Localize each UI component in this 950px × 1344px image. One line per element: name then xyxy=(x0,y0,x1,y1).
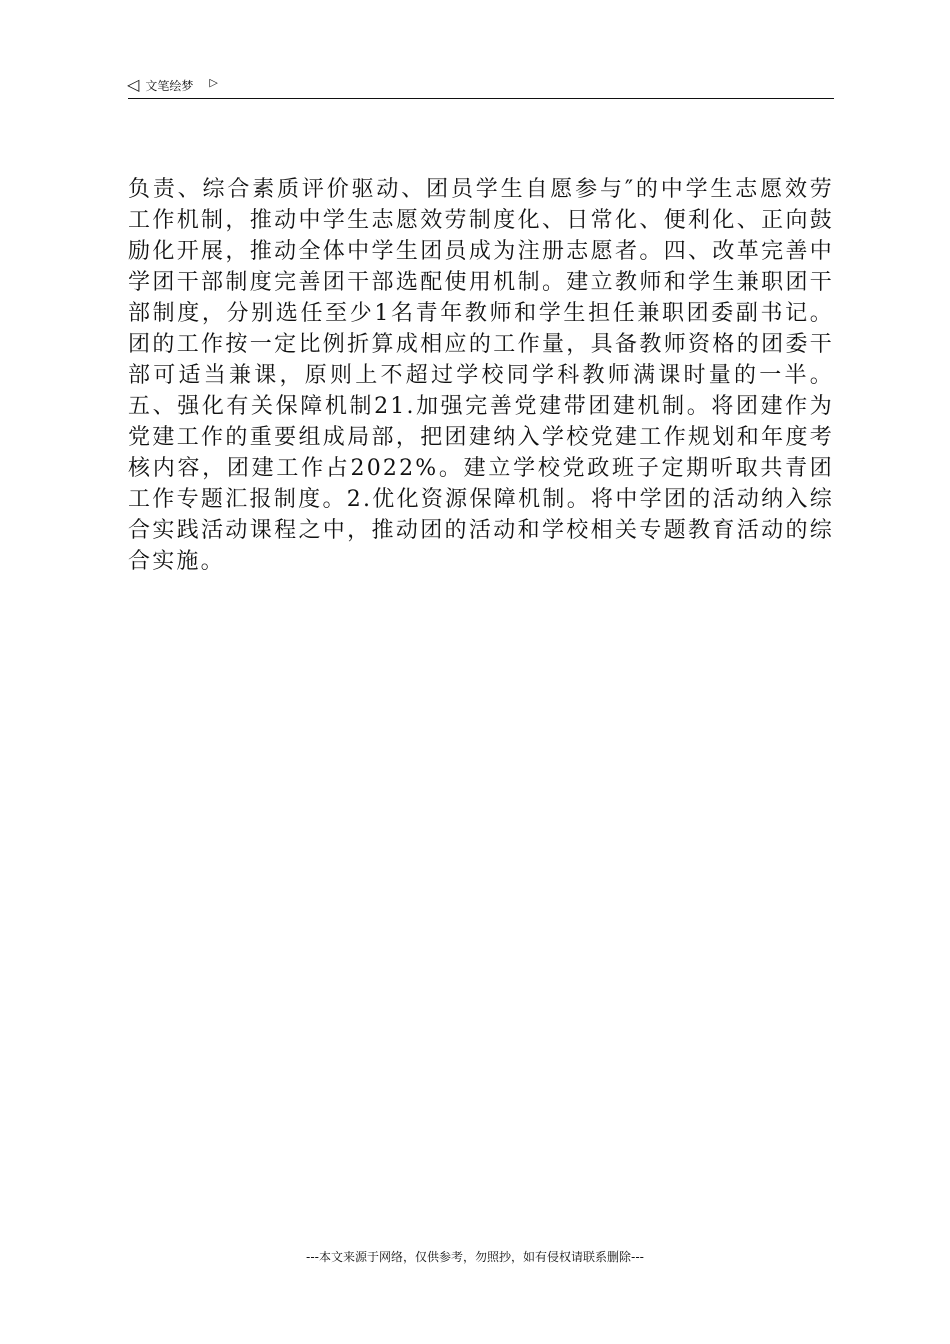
header-row xyxy=(128,74,834,96)
page-header xyxy=(128,74,834,99)
right-triangle-icon: ▷ xyxy=(209,75,218,89)
header-title: 文笔绘梦 xyxy=(145,78,194,93)
document-body xyxy=(128,174,834,577)
left-triangle-icon: ◁ xyxy=(127,75,140,94)
footer-disclaimer: ---本文来源于网络，仅供参考，勿照抄，如有侵权请联系删除--- xyxy=(306,1250,644,1264)
body-paragraph: 负责、综合素质评价驱动、团员学生自愿参与″的中学生志愿效劳工作机制，推动中学生志愿效劳制度化、日常化、便利化、正向鼓励化开展，推动全体中学生团员成为注册志愿者。四、改革完善中学团干部制度完善团干部选配使用机制。建立教师和学生兼职团干部制度，分别选任至少1名青年教师和学生担任兼职团委副书记。团的工作按一定比例折算成相应的工作量，具备教师资格的团委干部可适当兼课，原则上不超过学校同学科教师满课时量的一半。五、强化有关保障机制21.加强完善党建带团建机制。将团建作为党建工作的重要组成局部，把团建纳入学校党建工作规划和年度考核内容，团建工作占2022%。建立学校党政班子定期听取共青团工作专题汇报制度。2.优化资源保障机制。将中学团的活动纳入综合实践活动课程之中，推动团的活动和学校相关专题教育活动的综合实施。 xyxy=(128,177,834,574)
